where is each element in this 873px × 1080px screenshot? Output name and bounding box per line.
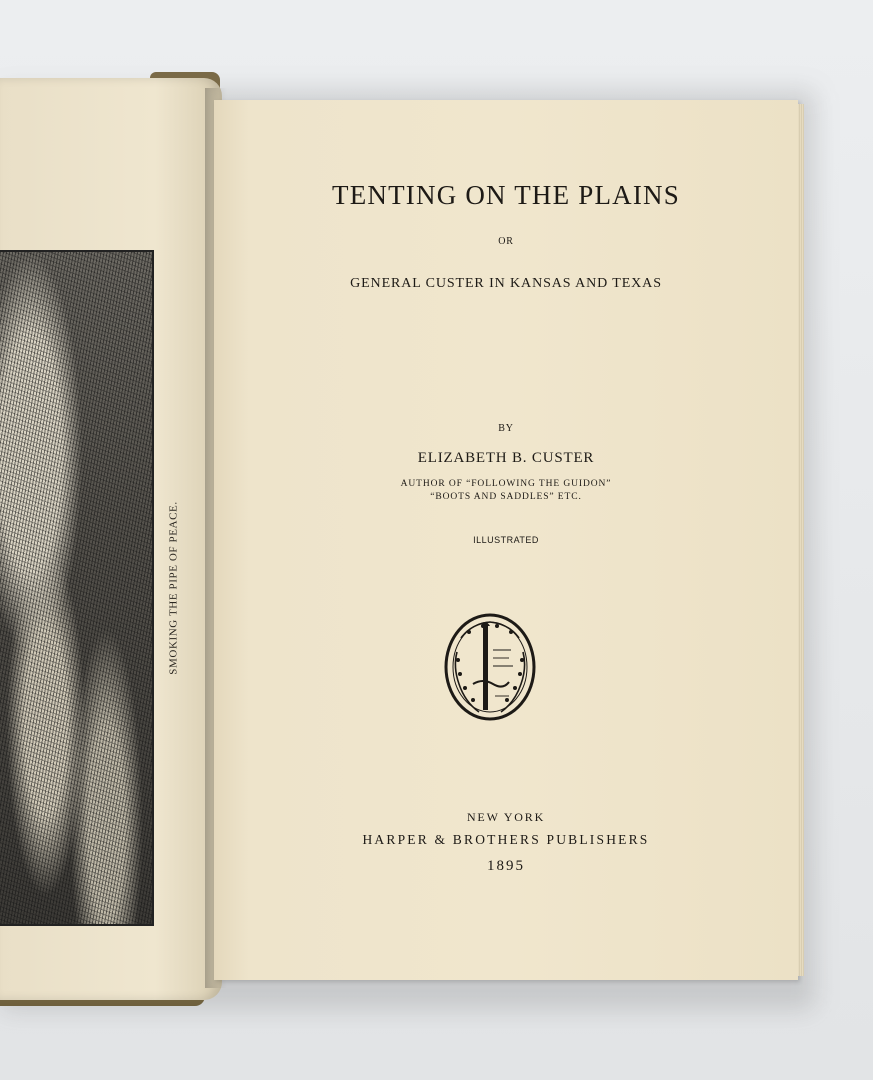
author-name: ELIZABETH B. CUSTER <box>417 450 595 466</box>
frontispiece-caption-wrap <box>164 488 184 688</box>
illustrated-label: ILLUSTRATED <box>473 535 539 545</box>
publisher-city: NEW YORK <box>466 810 546 824</box>
frontispiece-page <box>0 78 222 1000</box>
publication-year: 1895 <box>487 858 525 874</box>
author-of-line-2: “BOOTS AND SADDLES” ETC. <box>430 492 582 502</box>
publisher-name: HARPER & BROTHERS PUBLISHERS <box>362 832 650 847</box>
or-line: OR <box>498 236 514 247</box>
publisher-seal-icon <box>443 612 537 722</box>
page-edge <box>798 104 804 976</box>
by-line: BY <box>498 423 514 434</box>
title-page <box>214 100 798 980</box>
book-title: TENTING ON THE PLAINS <box>332 180 680 210</box>
book-subtitle: GENERAL CUSTER IN KANSAS AND TEXAS <box>350 276 662 291</box>
author-of-line-1: AUTHOR OF “FOLLOWING THE GUIDON” <box>400 479 612 489</box>
frontispiece-engraving <box>0 250 154 926</box>
frontispiece-caption: SMOKING THE PIPE OF PEACE. <box>168 501 181 675</box>
